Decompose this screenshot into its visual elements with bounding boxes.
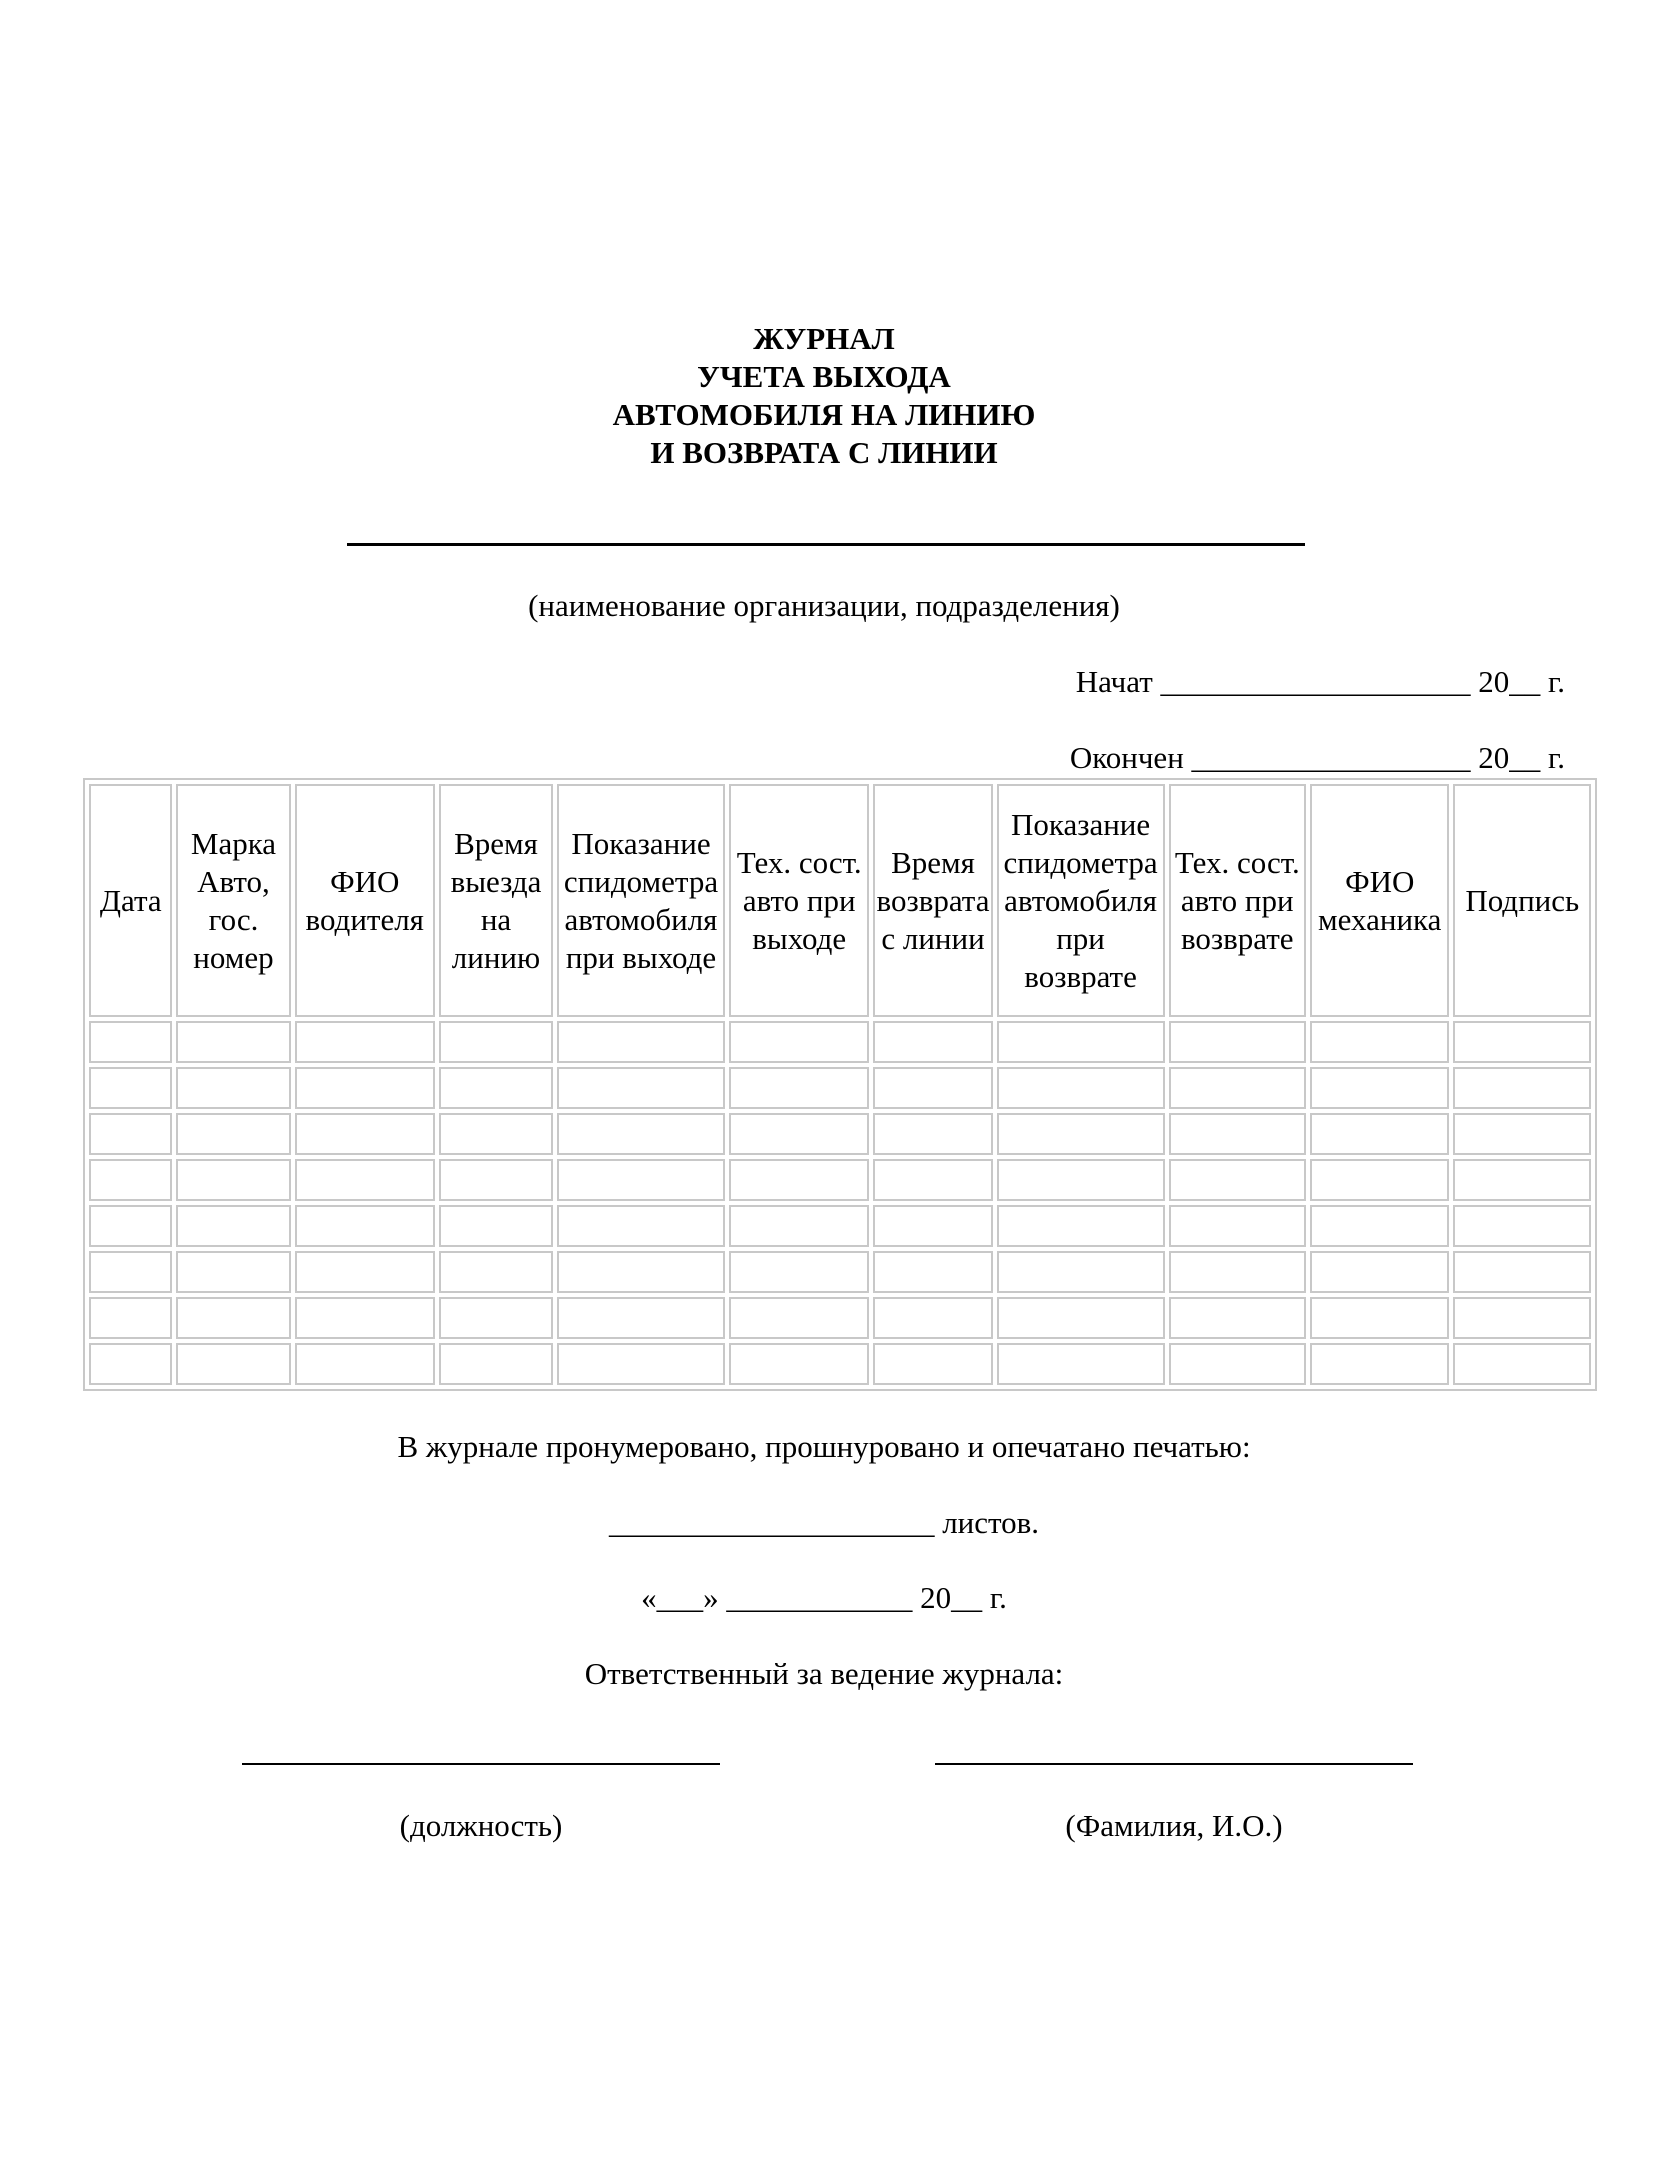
table-row <box>89 1021 1591 1063</box>
header-odometer-in: Показание спидометра автомобиля при возврате <box>997 784 1165 1017</box>
table-cell[interactable] <box>1169 1113 1306 1155</box>
table-cell[interactable] <box>89 1205 172 1247</box>
table-cell[interactable] <box>1453 1343 1591 1385</box>
table-cell[interactable] <box>557 1205 725 1247</box>
table-cell[interactable] <box>295 1159 435 1201</box>
table-cell[interactable] <box>729 1159 869 1201</box>
header-condition-in: Тех. сост. авто при возврате <box>1169 784 1306 1017</box>
table-cell[interactable] <box>1453 1297 1591 1339</box>
table-cell[interactable] <box>1169 1343 1306 1385</box>
table-cell[interactable] <box>997 1159 1165 1201</box>
name-caption: (Фамилия, И.О.) <box>1065 1808 1283 1843</box>
table-cell[interactable] <box>176 1113 290 1155</box>
header-condition-out: Тех. сост. авто при выходе <box>729 784 869 1017</box>
journal-table <box>83 778 1597 1391</box>
table-cell[interactable] <box>295 1251 435 1293</box>
table-row <box>89 1113 1591 1155</box>
header-return-time: Время возврата с линии <box>873 784 992 1017</box>
organization-name-line <box>347 543 1305 546</box>
table-cell[interactable] <box>1310 1251 1449 1293</box>
table-cell[interactable] <box>1453 1067 1591 1109</box>
header-departure-time: Время выезда на линию <box>439 784 553 1017</box>
table-cell[interactable] <box>89 1343 172 1385</box>
table-cell[interactable] <box>176 1159 290 1201</box>
table-cell[interactable] <box>997 1067 1165 1109</box>
table-cell[interactable] <box>873 1343 992 1385</box>
table-cell[interactable] <box>997 1343 1165 1385</box>
table-cell[interactable] <box>295 1297 435 1339</box>
table-cell[interactable] <box>439 1205 553 1247</box>
table-row <box>89 1067 1591 1109</box>
table-cell[interactable] <box>1169 1297 1306 1339</box>
table-cell[interactable] <box>89 1159 172 1201</box>
title-line-4: И ВОЗВРАТА С ЛИНИИ <box>650 435 998 470</box>
table-cell[interactable] <box>176 1067 290 1109</box>
table-cell[interactable] <box>997 1205 1165 1247</box>
table-cell[interactable] <box>295 1113 435 1155</box>
table-cell[interactable] <box>729 1297 869 1339</box>
table-cell[interactable] <box>873 1159 992 1201</box>
table-cell[interactable] <box>1169 1251 1306 1293</box>
journal-title <box>0 320 1648 472</box>
table-cell[interactable] <box>997 1251 1165 1293</box>
title-line-2: УЧЕТА ВЫХОДА <box>697 359 951 394</box>
table-cell[interactable] <box>729 1067 869 1109</box>
table-cell[interactable] <box>439 1251 553 1293</box>
table-cell[interactable] <box>1310 1343 1449 1385</box>
organization-caption: (наименование организации, подразделения) <box>528 588 1120 623</box>
header-mechanic-name: ФИО механика <box>1310 784 1449 1017</box>
table-cell[interactable] <box>729 1205 869 1247</box>
table-cell[interactable] <box>89 1021 172 1063</box>
table-cell[interactable] <box>997 1113 1165 1155</box>
position-signature-line <box>242 1763 720 1765</box>
table-cell[interactable] <box>873 1205 992 1247</box>
table-cell[interactable] <box>439 1297 553 1339</box>
table-cell[interactable] <box>89 1113 172 1155</box>
started-date-line: Начат ____________________ 20__ г. <box>1075 664 1565 699</box>
table-cell[interactable] <box>176 1021 290 1063</box>
table-cell[interactable] <box>557 1251 725 1293</box>
table-cell[interactable] <box>1310 1113 1449 1155</box>
table-cell[interactable] <box>89 1297 172 1339</box>
sheets-count-line: _____________________ листов. <box>608 1505 1040 1540</box>
table-cell[interactable] <box>1453 1113 1591 1155</box>
table-cell[interactable] <box>873 1251 992 1293</box>
table-cell[interactable] <box>729 1113 869 1155</box>
table-cell[interactable] <box>1310 1159 1449 1201</box>
position-caption: (должность) <box>399 1808 563 1843</box>
table-cell[interactable] <box>439 1113 553 1155</box>
table-cell[interactable] <box>295 1067 435 1109</box>
table-row <box>89 1205 1591 1247</box>
table-cell[interactable] <box>176 1205 290 1247</box>
header-odometer-out: Показание спидометра автомобиля при выходе <box>557 784 725 1017</box>
table-cell[interactable] <box>89 1251 172 1293</box>
table-cell[interactable] <box>1310 1205 1449 1247</box>
table-cell[interactable] <box>89 1067 172 1109</box>
table-cell[interactable] <box>1453 1159 1591 1201</box>
responsible-statement: Ответственный за ведение журнала: <box>584 1656 1064 1691</box>
journal-table-body <box>89 1021 1591 1385</box>
table-cell[interactable] <box>1169 1205 1306 1247</box>
ended-date-line: Окончен __________________ 20__ г. <box>1069 740 1565 775</box>
table-cell[interactable] <box>439 1159 553 1201</box>
table-cell[interactable] <box>557 1021 725 1063</box>
table-header-row <box>89 784 1591 1017</box>
header-date: Дата <box>89 784 172 1017</box>
header-car-brand: Марка Авто, гос. номер <box>176 784 290 1017</box>
table-cell[interactable] <box>176 1297 290 1339</box>
table-cell[interactable] <box>729 1251 869 1293</box>
table-cell[interactable] <box>295 1205 435 1247</box>
numbered-statement: В журнале пронумеровано, прошнуровано и опечатано печатью: <box>397 1429 1251 1464</box>
table-cell[interactable] <box>557 1113 725 1155</box>
table-row <box>89 1159 1591 1201</box>
header-driver-name: ФИО водителя <box>295 784 435 1017</box>
table-row <box>89 1297 1591 1339</box>
table-cell[interactable] <box>873 1021 992 1063</box>
table-cell[interactable] <box>997 1021 1165 1063</box>
seal-date-line: «___» ____________ 20__ г. <box>641 1580 1007 1615</box>
table-cell[interactable] <box>176 1343 290 1385</box>
table-cell[interactable] <box>873 1297 992 1339</box>
table-cell[interactable] <box>997 1297 1165 1339</box>
table-cell[interactable] <box>1310 1067 1449 1109</box>
table-cell[interactable] <box>439 1343 553 1385</box>
table-cell[interactable] <box>295 1021 435 1063</box>
title-line-1: ЖУРНАЛ <box>753 321 895 356</box>
table-cell[interactable] <box>1169 1021 1306 1063</box>
table-cell[interactable] <box>1453 1251 1591 1293</box>
table-cell[interactable] <box>1169 1067 1306 1109</box>
table-cell[interactable] <box>557 1159 725 1201</box>
table-cell[interactable] <box>1310 1297 1449 1339</box>
name-signature-line <box>935 1763 1413 1765</box>
table-cell[interactable] <box>1169 1159 1306 1201</box>
table-cell[interactable] <box>295 1343 435 1385</box>
table-cell[interactable] <box>1453 1021 1591 1063</box>
title-line-3: АВТОМОБИЛЯ НА ЛИНИЮ <box>612 397 1036 432</box>
table-cell[interactable] <box>557 1297 725 1339</box>
table-cell[interactable] <box>176 1251 290 1293</box>
table-row <box>89 1343 1591 1385</box>
header-signature: Подпись <box>1453 784 1591 1017</box>
table-row <box>89 1251 1591 1293</box>
table-cell[interactable] <box>1453 1205 1591 1247</box>
table-cell[interactable] <box>873 1067 992 1109</box>
table-cell[interactable] <box>729 1021 869 1063</box>
table-cell[interactable] <box>1310 1021 1449 1063</box>
table-cell[interactable] <box>439 1067 553 1109</box>
table-cell[interactable] <box>557 1343 725 1385</box>
table-cell[interactable] <box>873 1113 992 1155</box>
table-cell[interactable] <box>729 1343 869 1385</box>
table-cell[interactable] <box>439 1021 553 1063</box>
table-cell[interactable] <box>557 1067 725 1109</box>
